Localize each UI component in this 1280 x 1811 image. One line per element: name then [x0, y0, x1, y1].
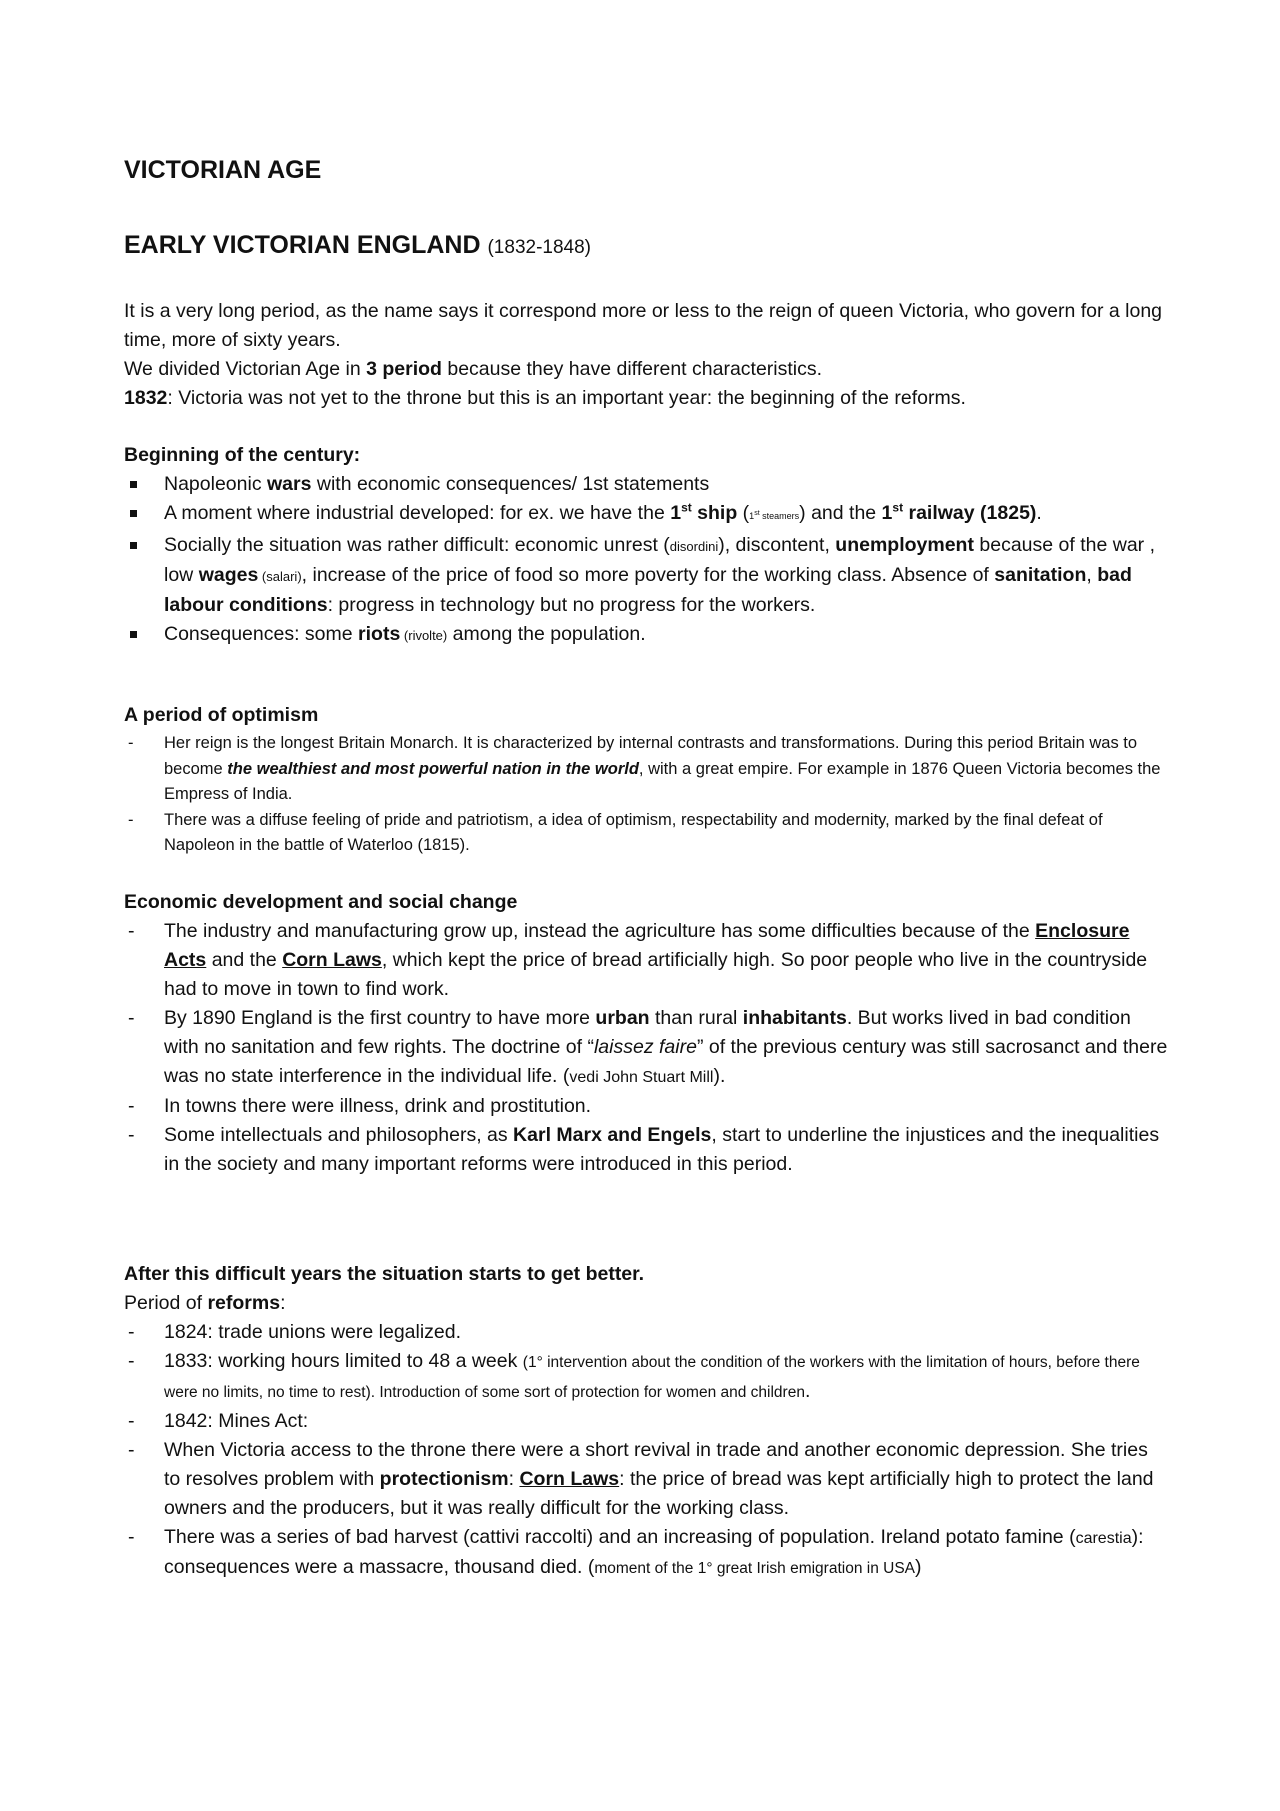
- item-text: :: [508, 1468, 520, 1490]
- item-text: Consequences: some: [164, 623, 359, 645]
- item-small-note: disordini: [669, 539, 719, 554]
- item-bold: wars: [266, 473, 312, 495]
- item-text: The industry and manufacturing grow up, instead the agriculture has some difficulties because of the: [164, 920, 1036, 942]
- intro-paragraph: [124, 297, 1169, 413]
- square-bullet-icon: [130, 631, 137, 638]
- item-text: ) and the: [799, 502, 882, 524]
- item-small-note: moment of the 1° great Irish emigration in USA: [594, 1560, 915, 1577]
- square-bullet-icon: [130, 510, 137, 517]
- item-text: By 1890 England is the first country to have more: [164, 1007, 596, 1029]
- century-list: [124, 470, 1169, 650]
- optimism-title: A period of optimism: [124, 704, 319, 726]
- dash-bullet-icon: -: [128, 1124, 135, 1146]
- item-text: . But works lived in bad condition with no sanitation and few rights. The doctrine of “: [164, 1007, 1131, 1058]
- item-bold-word: ship: [691, 502, 738, 524]
- item-text: There was a series of bad harvest (cattivi raccolti) and an increasing of population. Ireland potato famine (: [164, 1526, 1076, 1548]
- item-text: Socially the situation was rather difficult: economic unrest (: [164, 534, 670, 556]
- item-small-note: vedi John Stuart Mill: [569, 1069, 714, 1086]
- item-text: When Victoria access to the throne there were a short revival in trade and another economic depression. She tries to resolves problem with: [164, 1439, 1148, 1490]
- item-text: In towns there were illness, drink and prostitution.: [164, 1095, 592, 1117]
- item-text: , start to underline the injustices and the inequalities in the society and many important reforms were introduced in this period.: [164, 1124, 1160, 1175]
- item-bold: inhabitants: [742, 1007, 847, 1029]
- item-text: , increase of the price of food so more poverty for the working class. Absence of: [301, 564, 995, 586]
- item-bold: [882, 502, 1037, 524]
- item-bold: unemployment: [835, 534, 974, 556]
- economic-title: Economic development and social change: [124, 891, 518, 913]
- item-small-note: carestia: [1075, 1530, 1132, 1547]
- dash-bullet-icon: -: [128, 920, 135, 942]
- item-italic: laissez faire: [593, 1036, 697, 1058]
- intro-line-1: It is a very long period, as the name says it correspond more or less to the reign of queen Victoria, who govern for a long time, more of sixty years.: [124, 300, 1163, 351]
- item-text: ” of the previous century was still sacrosanct and there was no state interference in the individual life. (: [164, 1036, 1168, 1087]
- item-text: among the population.: [447, 623, 646, 645]
- intro-line-3a: 1832: [124, 387, 168, 409]
- list-item: [124, 1092, 1169, 1121]
- item-text: , with a great empire. For example in 1876 Queen Victoria becomes the Empress of India.: [164, 759, 1161, 803]
- ordinal-suffix: st: [892, 500, 904, 515]
- early-heading-text: EARLY VICTORIAN ENGLAND: [124, 231, 481, 259]
- item-text: (: [737, 502, 750, 524]
- item-bold-underline: Enclosure Acts: [164, 920, 1130, 971]
- dash-bullet-icon: -: [128, 1439, 135, 1461]
- item-text: There was a diffuse feeling of pride and patriotism, a idea of optimism, respectability and modernity, marked by the final defeat of Napoleon in the battle of Waterloo (1815).: [164, 810, 1103, 854]
- square-bullet-icon: [130, 481, 137, 488]
- list-item: [124, 470, 1169, 499]
- item-text: ,: [1086, 564, 1098, 586]
- item-bold: urban: [595, 1007, 650, 1029]
- list-item: [124, 1121, 1169, 1179]
- item-text: Her reign is the longest Britain Monarch. It is characterized by internal contrasts and transformations. During this period Britain was to become: [164, 734, 1138, 778]
- list-item: [124, 620, 1169, 650]
- list-item: [124, 1523, 1169, 1583]
- note-number: 1: [749, 511, 755, 521]
- reforms-list: [124, 1318, 1169, 1583]
- item-text: because of the war , low: [164, 534, 1155, 586]
- square-bullet-icon: [130, 542, 137, 549]
- item-text: ): [915, 1556, 922, 1578]
- item-text: Napoleonic: [164, 473, 267, 495]
- item-text: ).: [713, 1065, 726, 1087]
- period-text: Period of: [124, 1292, 208, 1314]
- item-bold: wages: [198, 564, 259, 586]
- item-small-note: [749, 511, 799, 521]
- list-item: [124, 1004, 1169, 1092]
- dash-bullet-icon: -: [128, 1321, 135, 1343]
- item-bold: bad labour conditions: [164, 564, 1132, 616]
- item-small-note: (1° intervention about the condition of the workers with the limitation of hours, before there were no limits, no time to rest). Introduction of some sort of protection for women and children: [164, 1354, 1140, 1401]
- early-victorian-heading: [124, 231, 591, 260]
- ordinal-suffix: st: [754, 510, 760, 517]
- item-text: .: [1036, 502, 1042, 524]
- item-bold-number: 1: [670, 502, 682, 524]
- reforms-title: After this difficult years the situation starts to get better.: [124, 1263, 645, 1285]
- item-bold-underline: Corn Laws: [519, 1468, 620, 1490]
- item-text: ): consequences were a massacre, thousand died. (: [164, 1526, 1144, 1578]
- reforms-period-line: [124, 1289, 286, 1318]
- item-text: Some intellectuals and philosophers, as: [164, 1124, 514, 1146]
- item-text: A moment where industrial developed: for ex. we have the: [164, 502, 671, 524]
- intro-line-3b: : Victoria was not yet to the throne but this is an important year: the beginning of the reforms.: [167, 387, 966, 409]
- item-bold-underline: Corn Laws: [282, 949, 382, 971]
- item-small-note: (salari): [258, 569, 302, 584]
- item-bold: sanitation: [994, 564, 1087, 586]
- dash-bullet-icon: -: [128, 1007, 135, 1029]
- dash-bullet-icon: -: [128, 1410, 135, 1432]
- list-item: [124, 1436, 1169, 1523]
- item-bold-word: railway (1825): [903, 502, 1037, 524]
- dash-bullet-icon: -: [128, 810, 134, 829]
- list-item: [124, 1318, 1169, 1347]
- period-bold: reforms: [207, 1292, 281, 1314]
- century-title: Beginning of the century:: [124, 444, 361, 466]
- item-text: with economic consequences/ 1st statements: [311, 473, 710, 495]
- item-text: : progress in technology but no progress for the workers.: [327, 594, 816, 616]
- list-item: [124, 499, 1169, 531]
- item-small-note: (rivolte): [400, 628, 448, 643]
- item-bold-italic: the wealthiest and most powerful nation in the world: [227, 759, 639, 778]
- dash-bullet-icon: -: [128, 1350, 135, 1372]
- period-text: :: [280, 1292, 286, 1314]
- item-text: ), discontent,: [718, 534, 836, 556]
- item-text: 1833: working hours limited to 48 a week: [164, 1350, 523, 1372]
- list-item: [124, 1347, 1169, 1407]
- early-heading-dates: (1832-1848): [487, 237, 592, 258]
- item-text: and the: [206, 949, 283, 971]
- item-text: 1842: Mines Act:: [164, 1410, 309, 1432]
- list-item: [124, 1407, 1169, 1436]
- dash-bullet-icon: -: [128, 734, 134, 752]
- item-text: than rural: [649, 1007, 743, 1029]
- intro-line-2b: 3 period: [366, 358, 442, 380]
- list-item: [124, 731, 1169, 808]
- list-item: [124, 531, 1169, 620]
- item-bold: protectionism: [379, 1468, 509, 1490]
- item-bold-number: 1: [881, 502, 893, 524]
- item-bold: [670, 502, 737, 524]
- optimism-list: [124, 731, 1169, 859]
- item-bold: riots: [358, 623, 401, 645]
- document-title: VICTORIAN AGE: [124, 156, 322, 184]
- economic-list: [124, 917, 1169, 1179]
- item-text: 1824: trade unions were legalized.: [164, 1321, 462, 1343]
- dash-bullet-icon: -: [128, 1526, 135, 1548]
- item-text: , which kept the price of bread artificially high. So poor people who live in the countryside had to move in town to find work.: [164, 949, 1148, 1000]
- intro-line-2a: We divided Victorian Age in: [124, 358, 367, 380]
- note-word: steamers: [759, 511, 800, 521]
- list-item: [124, 808, 1169, 859]
- item-text: .: [804, 1380, 811, 1402]
- intro-line-2c: because they have different characteristics.: [441, 358, 823, 380]
- dash-bullet-icon: -: [128, 1095, 135, 1117]
- ordinal-suffix: st: [681, 500, 692, 515]
- item-text: : the price of bread was kept artificially high to protect the land owners and the producers, but it was really difficult for the working class.: [164, 1468, 1154, 1519]
- list-item: [124, 917, 1169, 1004]
- item-bold: Karl Marx and Engels: [513, 1124, 712, 1146]
